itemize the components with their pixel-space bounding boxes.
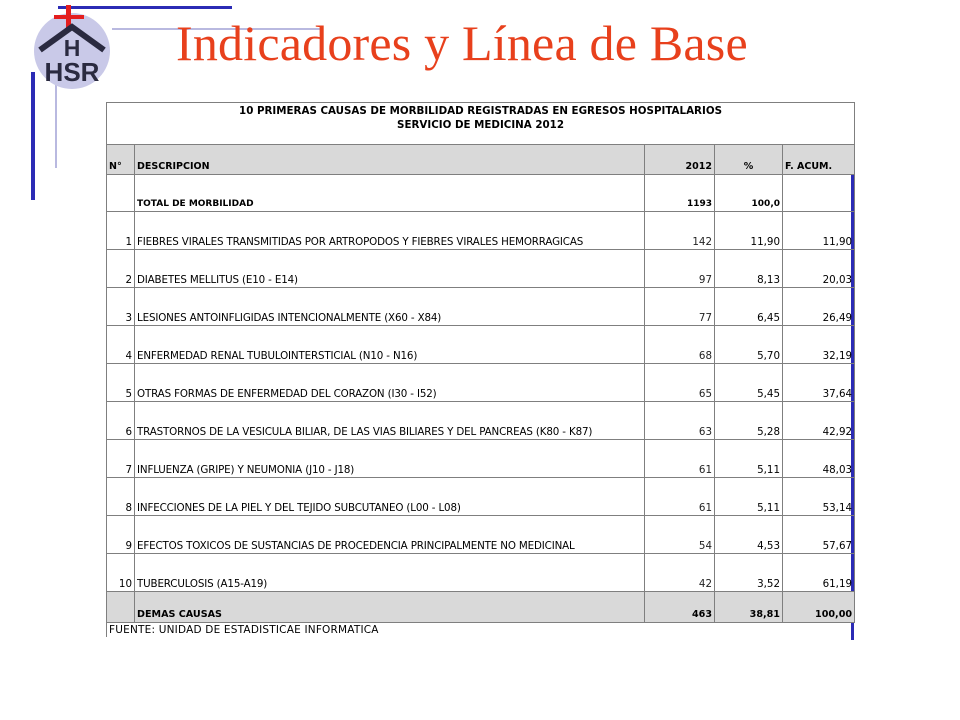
row-value-2012: 61: [645, 440, 715, 478]
row-cumulative: 61,19: [783, 554, 855, 592]
demas-row: [107, 592, 855, 623]
table-row: [107, 250, 855, 288]
row-value-2012: 97: [645, 250, 715, 288]
row-number: 10: [107, 554, 135, 592]
row-percent: 3,52: [715, 554, 783, 592]
col-header-pct: %: [715, 145, 783, 175]
total-n-cell: [107, 175, 135, 212]
row-number: 4: [107, 326, 135, 364]
row-number: 9: [107, 516, 135, 554]
svg-text:H: H: [63, 35, 81, 61]
decor-line-left: [31, 72, 35, 200]
col-header-desc: DESCRIPCION: [135, 145, 645, 175]
row-value-2012: 61: [645, 478, 715, 516]
row-value-2012: 142: [645, 212, 715, 250]
row-percent: 5,11: [715, 478, 783, 516]
table-row: [107, 288, 855, 326]
table-row: [107, 516, 855, 554]
row-value-2012: 68: [645, 326, 715, 364]
row-description: FIEBRES VIRALES TRANSMITIDAS POR ARTROPODOS Y FIEBRES VIRALES HEMORRAGICAS: [135, 212, 645, 250]
row-cumulative: 32,19: [783, 326, 855, 364]
table-row: [107, 402, 855, 440]
table-row: [107, 440, 855, 478]
row-cumulative: 11,90: [783, 212, 855, 250]
row-description: EFECTOS TOXICOS DE SUSTANCIAS DE PROCEDENCIA PRINCIPALMENTE NO MEDICINAL: [135, 516, 645, 554]
row-value-2012: 63: [645, 402, 715, 440]
row-cumulative: 57,67: [783, 516, 855, 554]
row-number: 1: [107, 212, 135, 250]
row-number: 8: [107, 478, 135, 516]
row-cumulative: 48,03: [783, 440, 855, 478]
row-description: ENFERMEDAD RENAL TUBULOINTERSTICIAL (N10 - N16): [135, 326, 645, 364]
row-description: TUBERCULOSIS (A15-A19): [135, 554, 645, 592]
table-row: [107, 326, 855, 364]
row-percent: 5,45: [715, 364, 783, 402]
svg-text:HSR: HSR: [44, 57, 100, 87]
demas-value: 463: [645, 592, 715, 623]
col-header-n: N°: [107, 145, 135, 175]
morbidity-table-container: [106, 102, 854, 637]
source-note: FUENTE: UNIDAD DE ESTADISTICAE INFORMATICA: [106, 623, 854, 637]
row-number: 6: [107, 402, 135, 440]
demas-n-cell: [107, 592, 135, 623]
row-cumulative: 53,14: [783, 478, 855, 516]
morbidity-table: [106, 102, 855, 623]
row-value-2012: 54: [645, 516, 715, 554]
row-percent: 11,90: [715, 212, 783, 250]
table-row: [107, 364, 855, 402]
row-value-2012: 77: [645, 288, 715, 326]
row-number: 7: [107, 440, 135, 478]
table-heading-line1: 10 PRIMERAS CAUSAS DE MORBILIDAD REGISTRADAS EN EGRESOS HOSPITALARIOS: [239, 105, 722, 117]
row-description: TRASTORNOS DE LA VESICULA BILIAR, DE LAS VIAS BILIARES Y DEL PANCREAS (K80 - K87): [135, 402, 645, 440]
row-cumulative: 42,92: [783, 402, 855, 440]
slide-title: Indicadores y Línea de Base: [176, 15, 748, 71]
row-value-2012: 65: [645, 364, 715, 402]
row-description: DIABETES MELLITUS (E10 - E14): [135, 250, 645, 288]
table-heading: [107, 103, 855, 145]
table-row: [107, 554, 855, 592]
col-header-acum: F. ACUM.: [783, 145, 855, 175]
row-cumulative: 20,03: [783, 250, 855, 288]
total-label: TOTAL DE MORBILIDAD: [135, 175, 645, 212]
row-cumulative: 37,64: [783, 364, 855, 402]
row-description: LESIONES ANTOINFLIGIDAS INTENCIONALMENTE (X60 - X84): [135, 288, 645, 326]
total-acum-cell: [783, 175, 855, 212]
table-row: [107, 478, 855, 516]
table-heading-row: [107, 103, 855, 145]
row-percent: 5,70: [715, 326, 783, 364]
col-header-2012: 2012: [645, 145, 715, 175]
row-number: 3: [107, 288, 135, 326]
row-number: 5: [107, 364, 135, 402]
row-description: OTRAS FORMAS DE ENFERMEDAD DEL CORAZON (I30 - I52): [135, 364, 645, 402]
row-description: INFECCIONES DE LA PIEL Y DEL TEJIDO SUBCUTANEO (L00 - L08): [135, 478, 645, 516]
column-header-row: [107, 145, 855, 175]
demas-acum: 100,00: [783, 592, 855, 623]
row-percent: 4,53: [715, 516, 783, 554]
total-row: [107, 175, 855, 212]
table-heading-line2: SERVICIO DE MEDICINA 2012: [397, 119, 564, 131]
row-number: 2: [107, 250, 135, 288]
hsr-logo: [34, 5, 110, 89]
decor-line-top: [58, 6, 232, 9]
row-percent: 8,13: [715, 250, 783, 288]
table-row: [107, 212, 855, 250]
row-cumulative: 26,49: [783, 288, 855, 326]
row-description: INFLUENZA (GRIPE) Y NEUMONIA (J10 - J18): [135, 440, 645, 478]
row-percent: 6,45: [715, 288, 783, 326]
demas-pct: 38,81: [715, 592, 783, 623]
total-pct: 100,0: [715, 175, 783, 212]
row-percent: 5,11: [715, 440, 783, 478]
row-percent: 5,28: [715, 402, 783, 440]
demas-label: DEMAS CAUSAS: [135, 592, 645, 623]
total-value: 1193: [645, 175, 715, 212]
row-value-2012: 42: [645, 554, 715, 592]
